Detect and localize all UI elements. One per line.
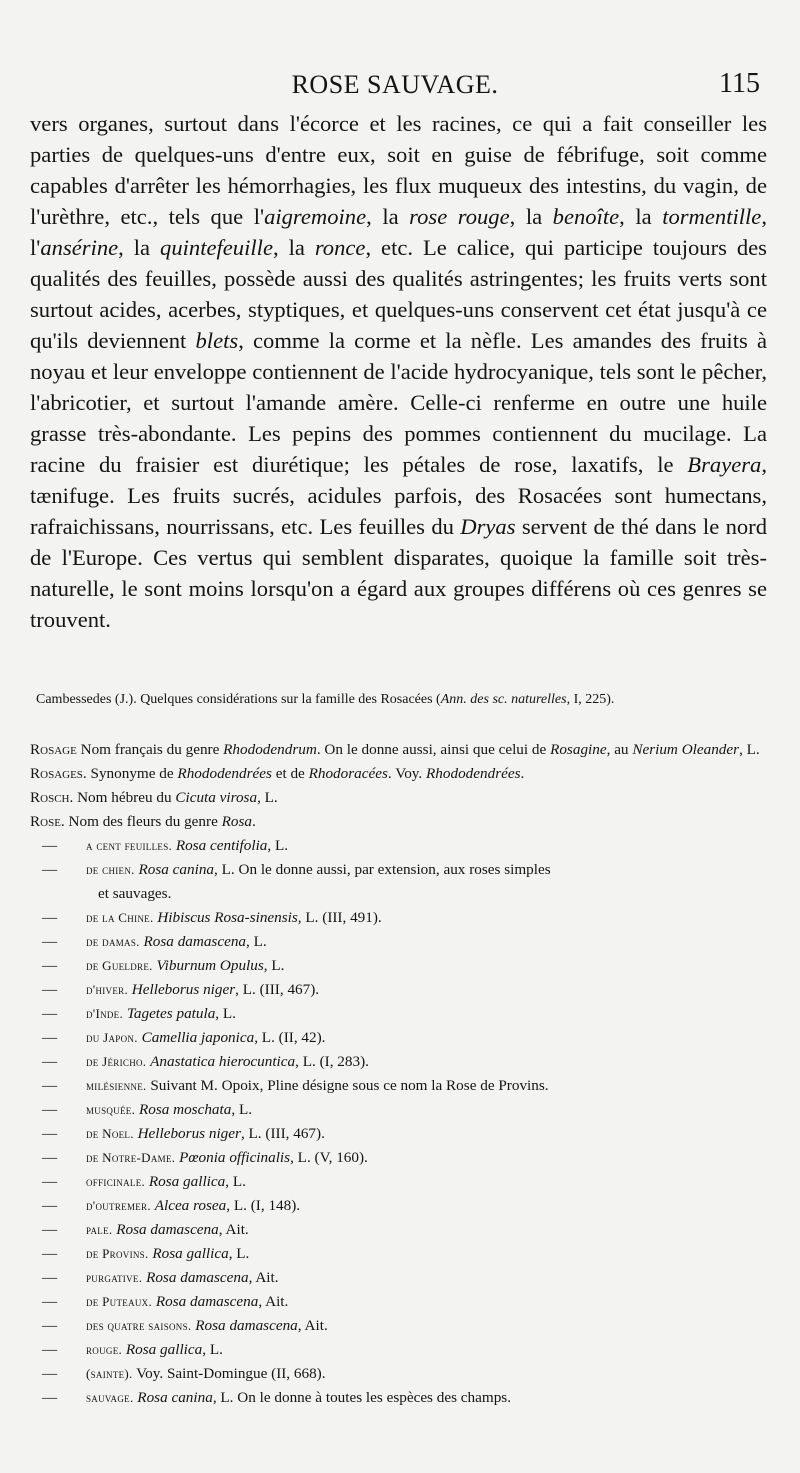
rose-variety-entry — [30, 1194, 780, 1218]
rose-variety-entry — [30, 1242, 780, 1266]
variety-term: de Notre-Dame. — [86, 1150, 176, 1165]
variety-detail: Suivant M. Opoix, Pline désigne sous ce nom la Rose de Provins. — [150, 1077, 549, 1094]
variety-latin-name: Rosa damascena — [155, 1293, 259, 1310]
variety-detail: , L. (III, 467). — [235, 981, 320, 998]
variety-detail: , L. (I, 148). — [226, 1197, 301, 1214]
rose-variety-entry — [30, 954, 780, 978]
dash-mark: — — [42, 909, 58, 926]
variety-detail: , Ait. — [248, 1269, 279, 1286]
dash-mark: — — [42, 1005, 58, 1022]
variety-latin-name: Rosa damascena — [195, 1317, 298, 1334]
variety-term: de damas. — [86, 934, 140, 949]
variety-detail: , L. (III, 467). — [240, 1125, 325, 1142]
variety-term: de la Chine. — [86, 910, 154, 925]
dash-mark: — — [42, 837, 58, 854]
rose-variety-entry — [30, 1050, 780, 1074]
dash-mark: — — [42, 1197, 58, 1214]
variety-latin-name: Pœonia officinalis — [179, 1149, 291, 1166]
variety-detail: , L. On le donne aussi, par extension, aux roses simples — [214, 861, 551, 878]
variety-latin-name: Rosa gallica — [125, 1341, 203, 1358]
variety-latin-name: Hibiscus Rosa-sinensis — [157, 909, 298, 926]
dash-mark: — — [42, 1341, 58, 1358]
variety-term: de Puteaux. — [86, 1294, 153, 1309]
variety-term: d'Inde. — [86, 1006, 124, 1021]
variety-detail: , Ait. — [218, 1221, 249, 1238]
variety-detail: , L. (II, 42). — [254, 1029, 326, 1046]
dash-mark: — — [42, 1029, 58, 1046]
variety-term: des quatre saisons. — [86, 1318, 192, 1333]
variety-term: milésienne. — [86, 1078, 147, 1093]
rose-variety-entry — [30, 1218, 780, 1242]
dash-mark: — — [42, 1221, 58, 1238]
variety-detail: , L. (III, 491). — [297, 909, 382, 926]
main-paragraph — [30, 108, 767, 635]
dash-mark: — — [42, 1269, 58, 1286]
variety-latin-name: Rosa canina — [137, 1389, 213, 1406]
variety-detail: , Ait. — [297, 1317, 328, 1334]
variety-detail: , L. — [215, 1005, 236, 1022]
variety-term: (sainte). — [86, 1366, 133, 1381]
variety-latin-name: Rosa damascena — [116, 1221, 219, 1238]
variety-term: rouge. — [86, 1342, 123, 1357]
rose-variety-entry — [30, 1290, 780, 1314]
rose-variety-list — [30, 834, 780, 1410]
variety-detail: , L. (I, 283). — [295, 1053, 369, 1070]
rose-variety-entry — [30, 1170, 780, 1194]
variety-detail: , L. — [231, 1101, 253, 1118]
variety-detail: , L. — [225, 1173, 246, 1190]
variety-term: de Provins. — [86, 1246, 149, 1261]
variety-latin-name: Tagetes patula — [126, 1005, 216, 1022]
variety-latin-name: Rosa gallica — [152, 1245, 229, 1262]
dictionary-entries — [30, 738, 780, 1410]
page-number: 115 — [719, 68, 760, 99]
dash-mark: — — [42, 1389, 58, 1406]
variety-term: a cent feuilles. — [86, 838, 173, 853]
variety-latin-name: Rosa gallica — [148, 1173, 226, 1190]
rose-variety-entry — [30, 1386, 780, 1410]
variety-term: du Japon. — [86, 1030, 138, 1045]
entry-rosch: Rosch. Nom hébreu du Cicuta virosa, L. — [30, 789, 278, 806]
variety-latin-name: Rosa centifolia — [175, 837, 268, 854]
variety-detail: , L. (V, 160). — [290, 1149, 368, 1166]
variety-continuation: et sauvages. — [98, 885, 172, 902]
variety-detail: , L. — [228, 1245, 250, 1262]
variety-term: officinale. — [86, 1174, 146, 1189]
dash-mark: — — [42, 1245, 58, 1262]
variety-term: de Gueldre. — [86, 958, 153, 973]
rose-variety-entry — [30, 930, 780, 954]
variety-term: de Noel. — [86, 1126, 134, 1141]
variety-term: d'hiver. — [86, 982, 128, 997]
variety-latin-name: Anastatica hierocuntica — [150, 1053, 296, 1070]
variety-detail: , L. — [246, 933, 267, 950]
rose-variety-entry — [30, 1314, 780, 1338]
variety-detail: , L. — [202, 1341, 223, 1358]
variety-latin-name: Rosa moschata — [138, 1101, 232, 1118]
variety-term: de chien. — [86, 862, 135, 877]
rose-variety-entry — [30, 1362, 780, 1386]
variety-detail: , Ait. — [258, 1293, 289, 1310]
variety-latin-name: Rosa damascena — [146, 1269, 249, 1286]
dash-mark: — — [42, 1317, 58, 1334]
variety-term: sauvage. — [86, 1390, 134, 1405]
bibliographic-citation: Cambessedes (J.). Quelques considérations sur la famille des Rosacées (Ann. des sc. naturelles, I, 225). — [36, 692, 615, 707]
dash-mark: — — [42, 1365, 58, 1382]
rose-variety-entry — [30, 906, 780, 930]
variety-term: d'outremer. — [86, 1198, 151, 1213]
page-header — [30, 64, 760, 104]
dash-mark: — — [42, 957, 58, 974]
dash-mark: — — [42, 1077, 58, 1094]
rose-variety-entry — [30, 978, 780, 1002]
variety-latin-name: Alcea rosea — [154, 1197, 227, 1214]
variety-latin-name: Rosa canina — [138, 861, 215, 878]
rose-variety-entry — [30, 858, 780, 906]
dash-mark: — — [42, 1149, 58, 1166]
variety-term: pale. — [86, 1222, 113, 1237]
rose-variety-entry — [30, 834, 780, 858]
variety-detail: , L. On le donne à toutes les espèces des champs. — [212, 1389, 511, 1406]
rose-variety-entry — [30, 1122, 780, 1146]
dash-mark: — — [42, 1293, 58, 1310]
variety-detail: , L. — [267, 837, 289, 854]
running-title: ROSE SAUVAGE. — [291, 70, 499, 99]
variety-term: de Jéricho. — [86, 1054, 147, 1069]
dash-mark: — — [42, 933, 58, 950]
variety-latin-name: Viburnum Opulus — [156, 957, 264, 974]
dash-mark: — — [42, 1173, 58, 1190]
dash-mark: — — [42, 861, 58, 878]
variety-latin-name: Helleborus niger — [137, 1125, 241, 1142]
rose-variety-entry — [30, 1338, 780, 1362]
variety-term: purgative. — [86, 1270, 143, 1285]
rose-variety-entry — [30, 1002, 780, 1026]
rose-variety-entry — [30, 1098, 780, 1122]
rose-variety-entry — [30, 1266, 780, 1290]
rose-variety-entry — [30, 1074, 780, 1098]
variety-term: musquée. — [86, 1102, 136, 1117]
dash-mark: — — [42, 1053, 58, 1070]
paragraph-text: vers organes, surtout dans l'écorce et les racines, ce qui a fait conseiller les parties de quelques-uns d'entre eux, soit en guise de fébrifuge, soit comme capables d'arrêter les hémorrhagies, les flux muqueux des intestins, du vagin, de l'urèthre, etc., tels que l'aigremoine, la rose rouge, la benoîte, la tormentille, l'ansérine, la quintefeuille, la ronce, etc. Le calice, qui participe toujours des qualités des feuilles, possède aussi des qualités astringentes; les fruits verts sont surtout acides, acerbes, styptiques, et quelques-uns conservent cet état jusqu'à ce qu'ils deviennent blets, comme la corme et la nèfle. Les amandes des fruits à noyau et leur enveloppe contiennent de l'acide hydrocyanique, tels sont le pêcher, l'abricotier, et surtout l'amande amère. Celle-ci renferme en outre une huile grasse très-abondante. Les pepins des pommes contiennent du mucilage. La racine du fraisier est diurétique; les pétales de rose, laxatifs, le Brayera, tænifuge. Les fruits sucrés, acidules parfois, des Rosacées sont humectans, rafraichissans, nourrissans, etc. Les feuilles du Dryas servent de thé dans le nord de l'Europe. Ces vertus qui semblent disparates, quoique la famille soit très-naturelle, le sont moins lorsqu'on a égard aux groupes différens où ces genres se trouvent. — [30, 111, 767, 632]
entry-rose: Rose. Nom des fleurs du genre Rosa. — [30, 813, 256, 830]
dash-mark: — — [42, 981, 58, 998]
dash-mark: — — [42, 1101, 58, 1118]
variety-detail: Voy. Saint-Domingue (II, 668). — [136, 1365, 326, 1382]
variety-detail: , L. — [263, 957, 285, 974]
entry-rosage: Rosage Nom français du genre Rhododendrum. On le donne aussi, ainsi que celui de Rosagine, au Nerium Oleander, L. — [30, 741, 760, 758]
variety-latin-name: Rosa damascena — [143, 933, 247, 950]
rose-variety-entry — [30, 1026, 780, 1050]
variety-latin-name: Helleborus niger — [131, 981, 236, 998]
variety-latin-name: Camellia japonica — [141, 1029, 255, 1046]
dash-mark: — — [42, 1125, 58, 1142]
rose-variety-entry — [30, 1146, 780, 1170]
entry-rosages: Rosages. Synonyme de Rhododendrées et de Rhodoracées. Voy. Rhododendrées. — [30, 765, 525, 782]
